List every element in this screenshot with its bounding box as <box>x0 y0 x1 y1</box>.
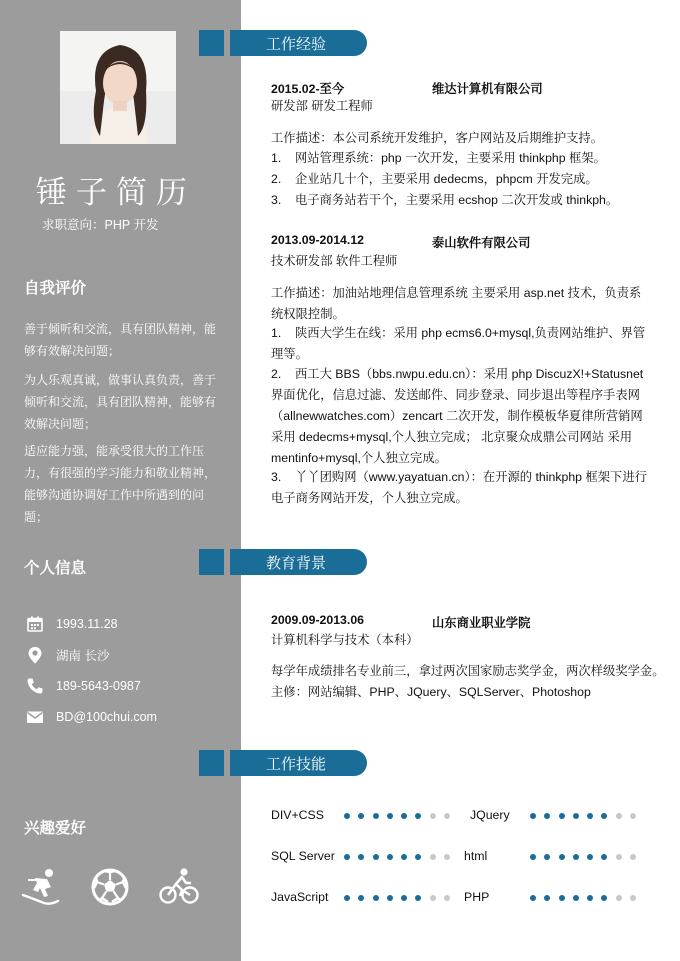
location-pin-icon <box>26 646 44 664</box>
phone-icon <box>26 677 44 695</box>
skill-dot-filled <box>559 854 565 860</box>
skill-dot-filled <box>601 854 607 860</box>
skill-dot-empty <box>616 895 622 901</box>
skill-dot-filled <box>415 895 421 901</box>
profile-photo <box>60 31 176 144</box>
skill-dot-filled <box>573 854 579 860</box>
skill-dot-filled <box>601 813 607 819</box>
calendar-icon <box>26 615 44 633</box>
job-header <box>271 233 531 250</box>
phone-value: 189-5643-0987 <box>56 679 141 693</box>
self-eval-paragraph: 为人乐观真诚，做事认真负责，善于倾听和交流，具有团队精神，能够有效解决问题； <box>24 373 217 431</box>
skill-dot-filled <box>387 895 393 901</box>
skill-name: PHP <box>464 890 490 904</box>
cycling-icon <box>158 866 200 908</box>
education-school: 山东商业职业学院 <box>432 616 531 630</box>
skill-level-dots <box>530 854 644 860</box>
skill-dot-empty <box>616 813 622 819</box>
education-major: 计算机科学与技术（本科） <box>271 633 419 647</box>
education-detail: 每学年成绩排名专业前三，拿过两次国家励志奖学金，两次样级奖学金。 <box>271 664 665 678</box>
section-header-work <box>199 30 367 56</box>
job-role: 技术研发部 软件工程师 <box>271 254 398 268</box>
skill-dot-empty <box>430 895 436 901</box>
skill-dot-filled <box>401 895 407 901</box>
work-title: 工作经验 <box>266 36 327 53</box>
skill-dot-filled <box>530 895 536 901</box>
job-company: 泰山软件有限公司 <box>432 236 531 250</box>
phone-row <box>26 677 141 695</box>
skill-dot-filled <box>401 854 407 860</box>
job-item: 3. 丫丫团购网（www.yayatuan.cn）：在开源的 thinkphp 框架下进行电子商务网站开发，个人独立完成。 <box>271 470 647 505</box>
education-period: 2009.09-2013.06 <box>271 613 364 627</box>
self-eval-title: 自我评价 <box>24 280 87 297</box>
skill-level-dots <box>344 813 458 819</box>
email-value: BD@100chui.com <box>56 710 157 724</box>
skill-dot-filled <box>358 895 364 901</box>
location-value: 湖南 长沙 <box>56 649 110 663</box>
skill-dot-empty <box>444 854 450 860</box>
skill-dot-filled <box>344 854 350 860</box>
job-role: 研发部 研发工程师 <box>271 99 373 113</box>
sidebar <box>0 0 241 961</box>
hobbies-title: 兴趣爱好 <box>24 820 87 837</box>
skill-level-dots <box>530 813 644 819</box>
skill-dot-filled <box>387 813 393 819</box>
skill-dot-empty <box>630 813 636 819</box>
skill-dot-filled <box>415 813 421 819</box>
job-period: 2015.02-至今 <box>271 82 345 96</box>
birthday-value: 1993.11.28 <box>56 617 118 631</box>
skill-dot-empty <box>444 895 450 901</box>
skill-dot-filled <box>373 813 379 819</box>
job-item: 3. 电子商务站若干个，主要采用 ecshop 二次开发或 thinkph。 <box>271 193 619 207</box>
self-eval-paragraph: 适应能力强，能承受很大的工作压力，有很强的学习能力和敬业精神，能够沟通协调好工作中所遇到的问题； <box>24 444 217 524</box>
skill-dot-filled <box>358 854 364 860</box>
skill-dot-filled <box>544 895 550 901</box>
skill-dot-filled <box>415 854 421 860</box>
skill-dot-filled <box>573 895 579 901</box>
skill-dot-filled <box>559 813 565 819</box>
education-header <box>271 613 531 630</box>
job-item: 2. 西工大 BBS（bbs.nwpu.edu.cn）：采用 php DiscuzX!+Statusnet 界面优化，信息过滤、发送邮件、同步登录、同步退出等程序手表网（allnewwatches.com）zencart 二次开发，制作模板华夏律所营销网采用 dedecms+mysql,个人独立完成； 北京聚众成鼎公司网站 采用 mentinfo+mysql,个人独立完成。 <box>271 367 644 465</box>
email-row <box>26 708 157 726</box>
skill-dot-empty <box>444 813 450 819</box>
skills-title: 工作技能 <box>266 756 327 773</box>
education-title: 教育背景 <box>266 555 327 572</box>
skill-dot-filled <box>358 813 364 819</box>
skill-level-dots <box>530 895 644 901</box>
personal-info-title: 个人信息 <box>24 560 87 577</box>
job-company: 维达计算机有限公司 <box>432 82 543 96</box>
skiing-icon <box>20 866 62 908</box>
location-row <box>26 646 109 664</box>
skill-dot-filled <box>573 813 579 819</box>
email-icon <box>26 708 44 726</box>
skill-dot-filled <box>559 895 565 901</box>
self-eval-paragraph: 善于倾听和交流，具有团队精神，能够有效解决问题； <box>24 322 217 358</box>
skill-dot-filled <box>544 813 550 819</box>
section-header-skills <box>199 750 367 776</box>
skill-dot-filled <box>344 813 350 819</box>
skill-dot-empty <box>430 813 436 819</box>
skill-dot-filled <box>587 813 593 819</box>
section-header-education <box>199 549 367 575</box>
job-period: 2013.09-2014.12 <box>271 233 364 247</box>
job-description: 工作描述：本公司系统开发维护，客户网站及后期维护支持。 <box>271 131 604 145</box>
skill-dot-filled <box>530 813 536 819</box>
job-item: 1. 网站管理系统：php 一次开发，主要采用 thinkphp 框架。 <box>271 151 606 165</box>
birthday-row <box>26 615 118 633</box>
skill-level-dots <box>344 854 458 860</box>
skill-dot-filled <box>587 895 593 901</box>
skill-dot-empty <box>616 854 622 860</box>
job-header <box>271 79 543 97</box>
skill-dot-filled <box>601 895 607 901</box>
skill-dot-empty <box>630 895 636 901</box>
job-item: 1. 陕西大学生在线：采用 php ecms6.0+mysql,负责网站维护、界管理等。 <box>271 326 646 361</box>
skill-dot-empty <box>430 854 436 860</box>
skill-dot-filled <box>544 854 550 860</box>
skill-name: JavaScript <box>271 890 329 904</box>
skill-dot-empty <box>630 854 636 860</box>
skill-name: SQL Server <box>271 849 335 863</box>
skill-level-dots <box>344 895 458 901</box>
job-intent: 求职意向：PHP 开发 <box>42 218 159 232</box>
skill-name: JQuery <box>470 808 510 822</box>
skill-name: html <box>464 849 488 863</box>
skill-dot-filled <box>401 813 407 819</box>
job-item: 2. 企业站几十个，主要采用 dedecms，phpcm 开发完成。 <box>271 172 598 186</box>
soccer-ball-icon <box>89 866 131 908</box>
skill-dot-filled <box>373 854 379 860</box>
education-courses: 主修：网站编辑、PHP、JQuery、SQLServer、Photoshop <box>271 685 591 699</box>
skill-name: DIV+CSS <box>271 808 324 822</box>
job-description: 工作描述：加油站地理信息管理系统 主要采用 asp.net 技术，负责系统权限控制。 <box>271 286 642 321</box>
skill-dot-filled <box>373 895 379 901</box>
skill-dot-filled <box>387 854 393 860</box>
skill-dot-filled <box>530 854 536 860</box>
skill-dot-filled <box>587 854 593 860</box>
resume-name: 锤子简历 <box>36 175 196 211</box>
skill-dot-filled <box>344 895 350 901</box>
